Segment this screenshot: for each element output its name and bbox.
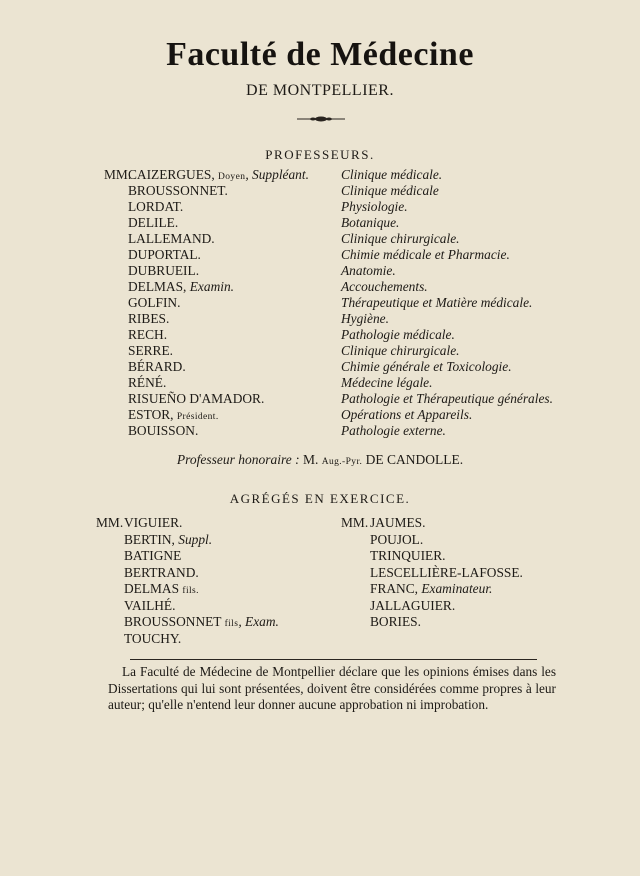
professor-chair: Clinique chirurgicale.: [341, 231, 460, 246]
list-item: [0, 247, 640, 263]
list-item: LESCELLIÈRE-LAFOSSE.: [370, 564, 523, 580]
list-item: TRINQUIER.: [370, 548, 446, 563]
professor-chair: Clinique médicale: [341, 183, 439, 198]
horizontal-rule: [130, 659, 537, 660]
professor-name: CAIZERGUES, Doyen, Suppléant.: [128, 167, 309, 182]
professor-name: SERRE.: [128, 343, 174, 358]
honorary-prefix: M.: [299, 452, 322, 467]
professor-name: BOUISSON.: [128, 423, 199, 438]
professor-chair: Accouchements.: [341, 279, 428, 294]
list-item: BERTIN, Suppl.: [124, 531, 213, 547]
professor-name: BROUSSONNET.: [128, 183, 228, 198]
list-item: [0, 279, 640, 295]
agreges-right-list: [370, 515, 523, 631]
list-item: [0, 359, 640, 375]
list-item: BORIES.: [370, 614, 421, 629]
list-item: [0, 215, 640, 231]
list-item: [0, 231, 640, 247]
professor-chair: Pathologie médicale.: [341, 327, 455, 342]
list-item: VAILHÉ.: [124, 597, 176, 613]
list-item: [0, 327, 640, 343]
list-item: JALLAGUIER.: [370, 597, 456, 613]
page-title: Faculté de Médecine: [166, 36, 474, 73]
professor-chair: Hygiène.: [341, 311, 389, 326]
list-item: [0, 407, 640, 423]
list-item: [0, 311, 640, 327]
list-item: [0, 199, 640, 215]
professor-chair: Anatomie.: [341, 263, 396, 278]
professeurs-list: [0, 167, 640, 439]
list-item: BERTRAND.: [124, 564, 199, 580]
professor-name: DELMAS, Examin.: [128, 279, 235, 294]
professor-name: DUPORTAL.: [128, 247, 201, 262]
honorary-label: Professeur honoraire :: [176, 452, 300, 467]
professor-chair: Clinique médicale.: [341, 167, 443, 182]
professor-name: RECH.: [128, 327, 168, 342]
disclaimer-note: La Faculté de Médecine de Montpellier déclare que les opinions émises dans les Dissertations qui lui sont présentées, doivent être considérées comme propres à leur auteur; qu'elle n'entend leur donner aucune approbation ni improbation.: [108, 664, 556, 712]
prefix-mm: MM.: [104, 167, 132, 182]
honorary-initials: Aug.-Pyr.: [321, 457, 363, 467]
list-item: TOUCHY.: [124, 630, 182, 646]
professor-name: LORDAT.: [128, 199, 184, 214]
list-item: VIGUIER.: [124, 515, 183, 530]
professor-chair: Thérapeutique et Matière médicale.: [341, 295, 533, 310]
list-item: [0, 375, 640, 391]
professor-name: LALLEMAND.: [128, 231, 215, 246]
professor-name: DELILE.: [128, 215, 179, 230]
professor-name: RIBES.: [128, 311, 170, 326]
list-item: [0, 295, 640, 311]
agreges-right-prefix: MM.: [341, 515, 369, 530]
professor-chair: Pathologie externe.: [341, 423, 446, 438]
list-item: [0, 183, 640, 199]
list-item: BROUSSONNET fils, Exam.: [124, 614, 279, 629]
professor-name: ESTOR, Président.: [128, 407, 219, 422]
professor-chair: Chimie médicale et Pharmacie.: [341, 247, 510, 262]
ornament-divider-icon: [296, 114, 346, 124]
honorary-name: DE CANDOLLE.: [362, 452, 464, 467]
professor-name: RISUEÑO D'AMADOR.: [128, 391, 265, 406]
professor-chair: Médecine légale.: [341, 375, 433, 390]
honorary-professor: [0, 452, 640, 468]
list-item: [0, 167, 640, 183]
list-item: [0, 423, 640, 439]
page-subtitle: DE MONTPELLIER.: [246, 82, 394, 99]
list-item: [0, 263, 640, 279]
professor-chair: Physiologie.: [341, 199, 408, 214]
professor-chair: Clinique chirurgicale.: [341, 343, 460, 358]
agreges-left-prefix: MM.: [96, 515, 124, 530]
professor-name: RÉNÉ.: [128, 375, 167, 390]
professor-chair: Chimie générale et Toxicologie.: [341, 359, 512, 374]
list-item: FRANC, Examinateur.: [370, 581, 493, 596]
professor-chair: Botanique.: [341, 215, 400, 230]
list-item: [0, 343, 640, 359]
agreges-heading: AGRÉGÉS EN EXERCICE.: [229, 491, 411, 506]
professor-chair: Pathologie et Thérapeutique générales.: [341, 391, 553, 406]
list-item: [0, 391, 640, 407]
list-item: DELMAS fils.: [124, 581, 199, 596]
professor-name: DUBRUEIL.: [128, 263, 200, 278]
agreges-left-list: [124, 515, 279, 647]
professor-name: BÉRARD.: [128, 359, 186, 374]
list-item: JAUMES.: [370, 515, 426, 530]
professeurs-heading: PROFESSEURS.: [265, 147, 375, 162]
list-item: POUJOL.: [370, 531, 424, 547]
professor-name: GOLFIN.: [128, 295, 181, 310]
list-item: BATIGNE: [124, 548, 182, 563]
professor-chair: Opérations et Appareils.: [341, 407, 473, 422]
